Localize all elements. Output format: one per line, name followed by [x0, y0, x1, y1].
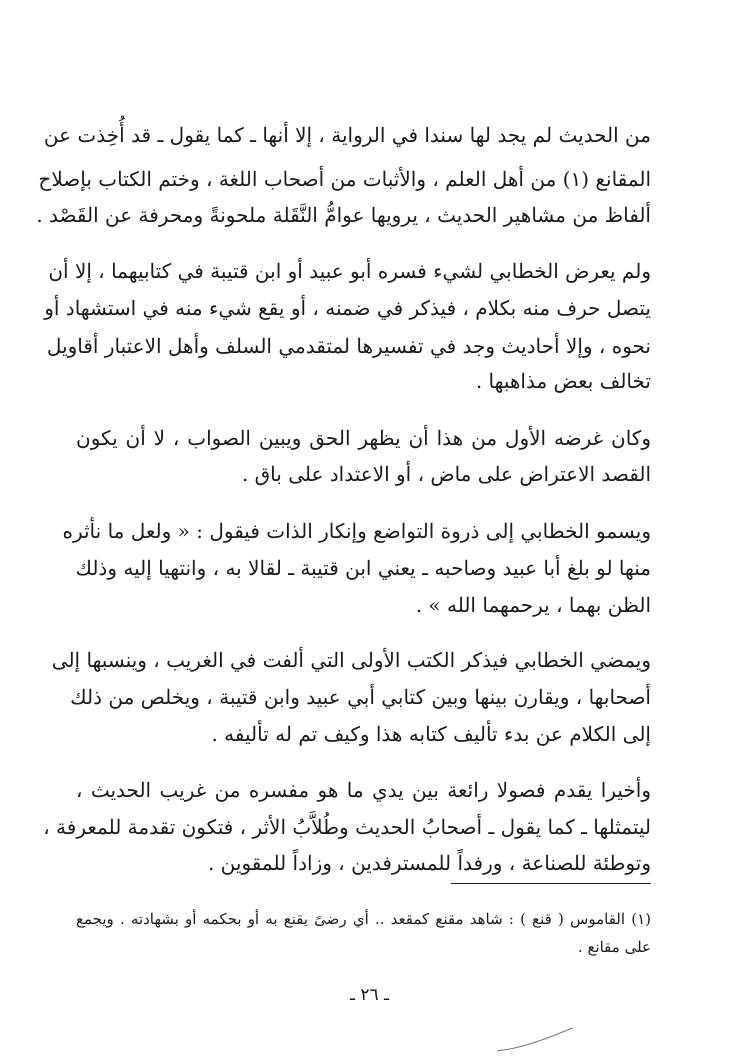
body-line: وتوطئة للصناعة ، ورفداً للمسترفدين ، وزاداً للمقوين .	[207, 851, 651, 875]
body-line: ألفاظ من مشاهير الحديث ، يرويها عوامُّ النَّقَلة ملحونةً ومحرفة عن القَصْد .	[36, 203, 651, 227]
body-line: من الحديث لم يجد لها سندا في الرواية ، إلا أنها ـ كما يقول ـ قد أُخِذت عن	[43, 123, 651, 147]
body-line: تخالف بعض مذاهبها .	[475, 369, 651, 393]
footnote-line: (١) القاموس ( قنع ) : شاهد مقنع كمقعد .. أي رضىً يقنع به أو بحكمه أو بشهادته . ويجمع	[76, 910, 651, 928]
body-line: المقانع (١) من أهل العلم ، والأثبات من أصحاب اللغة ، وختم الكتاب بإصلاح	[38, 167, 651, 191]
body-line: ويسمو الخطابي إلى ذروة التواضع وإنكار الذات فيقول : « ولعل ما نأثره	[62, 519, 651, 543]
body-line: ولم يعرض الخطابي لشيء فسره أبو عبيد أو ابن قتيبة في كتابيهما ، إلا أن	[48, 259, 651, 283]
pen-mark-icon	[495, 1025, 575, 1055]
body-line: ليتمثلها ـ كما يقول ـ أصحابُ الحديث وطُلاَّبُ الأثر ، فتكون تقدمة للمعرفة ،	[43, 815, 651, 839]
footnote-separator	[451, 883, 651, 884]
body-line: ويمضي الخطابي فيذكر الكتب الأولى التي ألفت في الغريب ، وينسبها إلى	[51, 648, 651, 672]
body-line: القصد الاعتراض على ماض ، أو الاعتداد على باق .	[241, 462, 651, 486]
body-line: نحوه ، وإلا أحاديث وجد في تفسيرها لمتقدمي السلف وأهل الاعتبار أقاويل	[46, 334, 651, 358]
body-line: يتصل حرف منه بكلام ، فيذكر في ضمنه ، أو يقع شيء منه في استشهاد أو	[44, 296, 651, 320]
body-line: إلى الكلام عن بدء تأليف كتابه هذا وكيف تم له تأليفه .	[211, 722, 651, 746]
body-line: أصحابها ، ويقارن بينها وبين كتابي أبي عبيد وابن قتيبة ، ويخلص من ذلك	[70, 685, 651, 709]
footnote-line: على مقانع .	[577, 938, 651, 956]
body-line: وأخيرا يقدم فصولا رائعة بين يدي ما هو مفسره من غريب الحديث ،	[76, 778, 651, 802]
page-number: ـ ٢٦ ـ	[349, 985, 390, 1005]
body-line: الظن بهما ، يرحمهما الله » .	[415, 593, 651, 617]
body-line: منها لو بلغ أبا عبيد وصاحبه ـ يعني ابن قتيبة ـ لقالا به ، وانتهيا إليه وذلك	[75, 556, 651, 580]
body-line: وكان غرضه الأول من هذا أن يظهر الحق ويبين الصواب ، لا أن يكون	[76, 426, 651, 450]
